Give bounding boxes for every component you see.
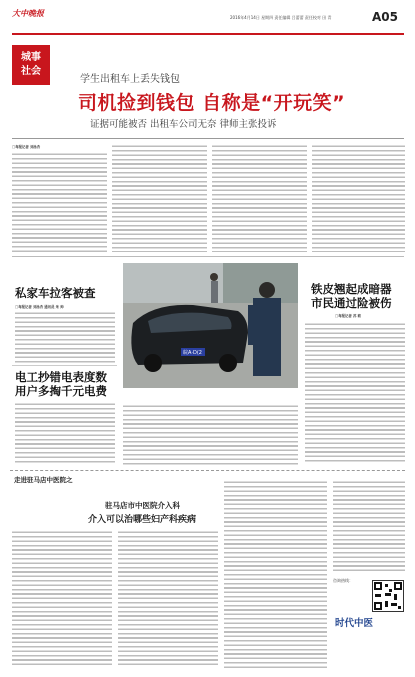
center-story-body [123,404,298,466]
dateline: 2016年4月14日 星期四 责任编辑 吕蕾蕾 责任校对 田 青 [230,15,332,20]
left-divider [12,365,117,366]
lead-deck: 证据可能被否 出租车公司无奈 律师主张投诉 [90,119,277,130]
taxi-story-title: 私家车拉客被查 [15,286,96,300]
photo-illustration [123,263,298,388]
license-plate-text: 皖A·D(2 [183,350,202,356]
lead-divider [12,138,404,139]
qr-code [372,580,404,612]
advertorial-column-2 [118,530,218,668]
advertorial-title: 驻马店市中医院介入科 [105,501,180,510]
lead-column-4 [312,144,405,252]
taxi-story-byline: □每报记者 刘泳杏 通讯员 朱 帅 [15,305,64,309]
lead-byline: □每报记者 刘泳杏 [12,145,41,149]
hotline-label: 咨询热线： [333,578,353,583]
gate-story-body [305,322,405,464]
brand-wordmark: 时代中医 [335,618,374,629]
advertorial-header: 走进驻马店中医院之 [14,476,73,484]
masthead-rule [12,33,404,35]
photo-caption [123,391,298,401]
news-photo [123,263,298,388]
section-tag-line-2: 社会 [21,66,41,77]
newspaper-logo: 大中晚报 [12,9,44,18]
meter-story-body [15,402,115,464]
advertorial-column-4 [333,480,405,574]
meter-story-title: 电工抄错电表度数 用户多掏千元电费 [15,370,107,398]
lead-column-2 [112,144,207,252]
lead-headline: 司机捡到钱包 自称是“开玩笑” [78,92,346,114]
taxi-story-body [15,311,115,363]
lead-kicker: 学生出租车上丢失钱包 [80,74,180,85]
gate-story-title: 铁皮翘起成暗器 市民通过险被伤 [311,282,392,310]
page-number: A05 [372,10,398,24]
section-divider [12,256,404,257]
gate-story-byline: □每报记者 苏 莉 [335,314,361,318]
section-tag [12,45,50,85]
advertorial-column-1 [12,530,112,668]
lead-column-1 [12,152,107,252]
advertorial-column-3 [224,480,327,668]
lead-column-3 [212,144,307,252]
advertorial-subtitle: 介入可以治哪些妇产科疾病 [88,515,197,525]
section-tag-line-1: 城事 [21,52,41,63]
